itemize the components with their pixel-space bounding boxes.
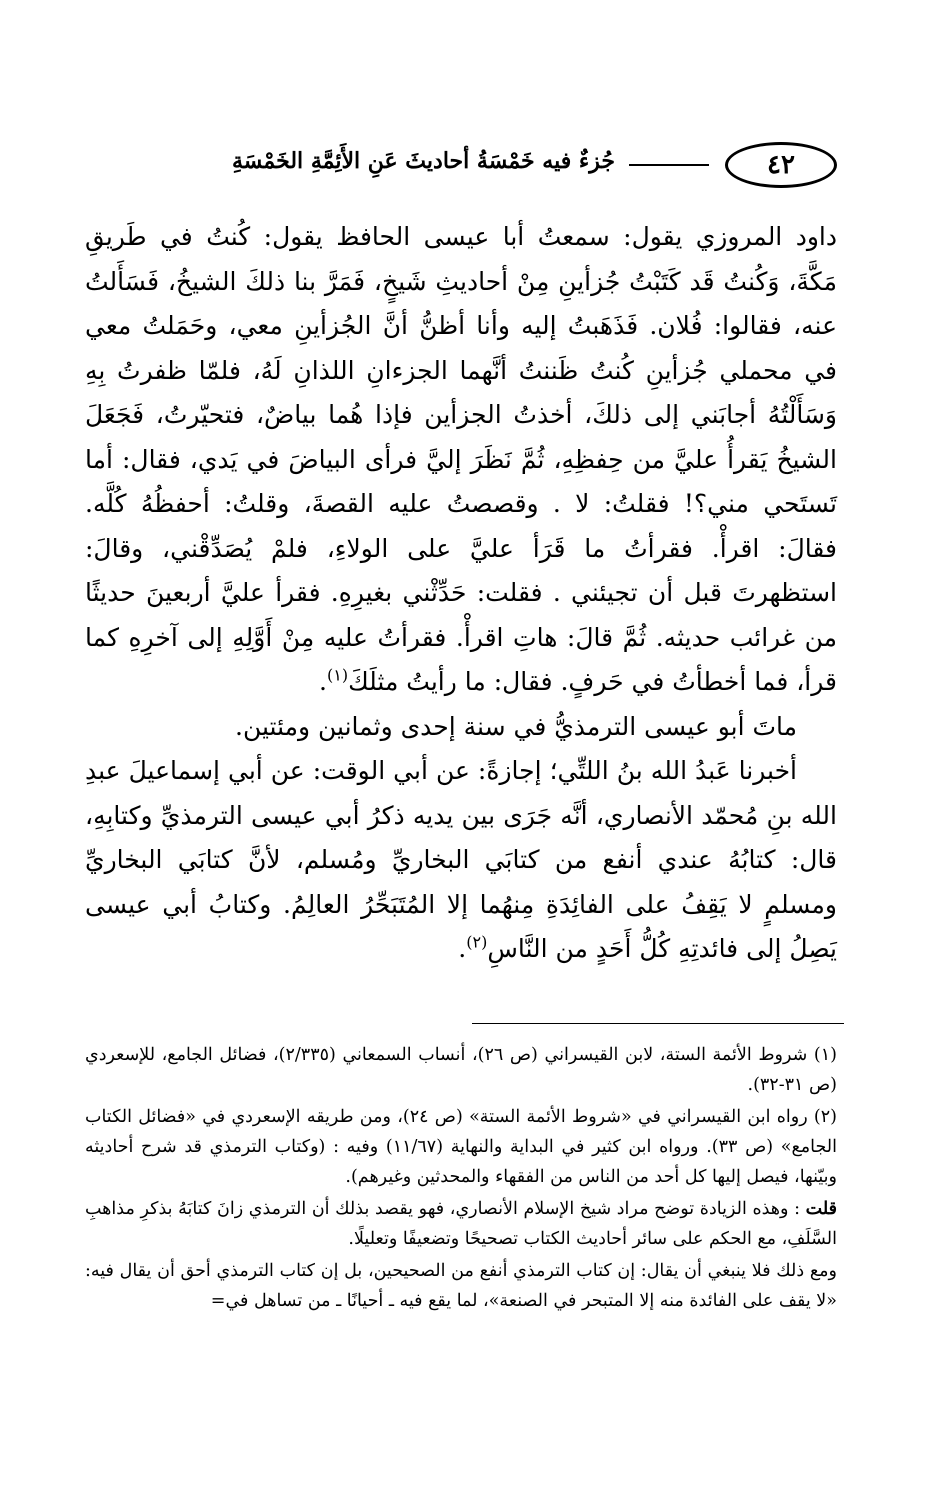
header-rule: [629, 164, 709, 166]
footnote-2: [85, 1102, 837, 1192]
footnote-separator: [472, 1023, 844, 1024]
paragraph: [85, 215, 837, 705]
footnote-continuation: [85, 1256, 837, 1316]
main-text: [85, 215, 837, 972]
footnote-text: (٢) رواه ابن القيسراني في «شروط الأئمة الستة» (ص ٢٤)، ومن طريقه الإسعردي في «فضائل الكتاب الجامع» (ص ٣٣). ورواه ابن كثير في البداية والنهاية (١١/٦٧) وفيه : (وكتاب الترمذي قد شرح أحاديثه وبيّنها، فيصل إليها كل أحد من الناس من الفقهاء والمحدثين وغيرهم).: [85, 1107, 838, 1187]
page-number: ٤٢: [725, 142, 837, 188]
paragraph-text: داود المروزي يقول: سمعتُ أبا عيسى الحافظ يقول: كُنتُ في طَريقِ مَكَّةَ، وَكُنتُ قَد كَتَبْتُ جُزأينِ مِنْ أحاديثِ شَيخٍ، فَمَرَّ بنا ذلكَ الشيخُ، فَسَأَلتُ عنه، فقالوا: فُلان. فَذَهَبتُ إليه وأنا أظنُّ أنَّ الجُزأينِ معي، وحَمَلتُ معي في محملي جُزأينِ كُنتُ ظَننتُ أنَّهما الجزءانِ اللذانِ لَهُ، فلمّا ظفرتُ بِهِ وَسَأَلْتُهُ أجابَني إلى ذلكَ، أخذتُ الجزأين فإذا هُما بياضٌ، فتحيّرتُ، فَجَعَلَ الشيخُ يَقرأُ عليَّ من حِفظِهِ، ثُمَّ نَظَرَ إليَّ فرأى البياضَ في يَدي، فقال: أما تَستَحي مني؟! فقلتُ: لا . وقصصتُ عليه القصةَ، وقلتُ: أحفظُهُ كُلَّه. فقالَ: اقرأْ. فقرأتُ ما قَرَأ عليَّ على الولاءِ، فلمْ يُصَدِّقْني، وقالَ: استظهرتَ قبل أن تجيئني . فقلت: حَدِّثْني بغيرِهِ. فقرأ عليَّ أربعينَ حديثًا من غرائب حديثه. ثُمَّ قالَ: هاتِ اقرأْ. فقرأتُ عليه مِنْ أَوَّلِهِ إلى آخرِهِ كما قرأ، فما أخطأتُ في حَرفٍ. فقال: ما رأيتُ مثلَكَ: [85, 222, 837, 696]
paragraph-text: أخبرنا عَبدُ الله بنُ اللتِّي؛ إجازةً: عن أبي الوقت: عن أبي إسماعيلَ عبدِ الله بنِ مُحمّد الأنصاري، أنَّه جَرَى بين يديه ذكرُ أبي عيسى الترمذيِّ وكتابِهِ، قال: كتابُهُ عندي أنفع من كتابَي البخاريِّ ومُسلم، لأنَّ كتابَي البخاريِّ ومسلمٍ لا يَقِفُ على الفائِدَةِ مِنهُما إلا المُتَبَحِّرُ العالِمُ. وكتابُ أبي عيسى يَصِلُ إلى فائدتِهِ كُلُّ أَحَدٍ من النَّاسِ: [85, 756, 837, 963]
footnote-label: قلت: [805, 1199, 837, 1219]
paragraph: [85, 749, 837, 972]
footnote-text: (١) شروط الأئمة الستة، لابن القيسراني (ص ٢٦)، أنساب السمعاني (٢/٣٣٥)، فضائل الجامع، للإسعردي (ص ٣١-٣٢).: [85, 1045, 837, 1095]
paragraph-text: ماتَ أبو عيسى الترمذيُّ في سنة إحدى وثمانين ومئتين.: [235, 711, 797, 741]
running-title: جُزءٌ فيه خَمْسَةُ أحاديثَ عَنِ الأَئِمَّةِ الخَمْسَةِ: [232, 148, 615, 174]
footnote-comment: [85, 1194, 837, 1254]
footnote-text: ومع ذلك فلا ينبغي أن يقال: إن كتاب الترمذي أنفع من الصحيحين، بل إن كتاب الترمذي أحق أن يقال فيه: «لا يقف على الفائدة منه إلا المتبحر في الصنعة»، لما يقع فيه ـ أحيانًا ـ من تساهل في=: [85, 1261, 837, 1311]
footnote-1: [85, 1040, 837, 1100]
page-header: [85, 140, 837, 196]
footnote-text: : وهذه الزيادة توضح مراد شيخ الإسلام الأنصاري، فهو يقصد بذلك أن الترمذي زانَ كتابَهُ بذكرِ مذاهبِ السَّلَفِ، مع الحكم على سائر أحاديث الكتاب تصحيحًا وتضعيفًا وتعليلًا.: [85, 1199, 837, 1249]
footnotes: [85, 1040, 837, 1318]
paragraph: [85, 705, 837, 750]
paragraph-tail: .: [319, 667, 327, 696]
footnote-reference: (١): [326, 665, 349, 685]
footnote-reference: (٢): [466, 932, 488, 952]
paragraph-tail: .: [458, 934, 467, 963]
